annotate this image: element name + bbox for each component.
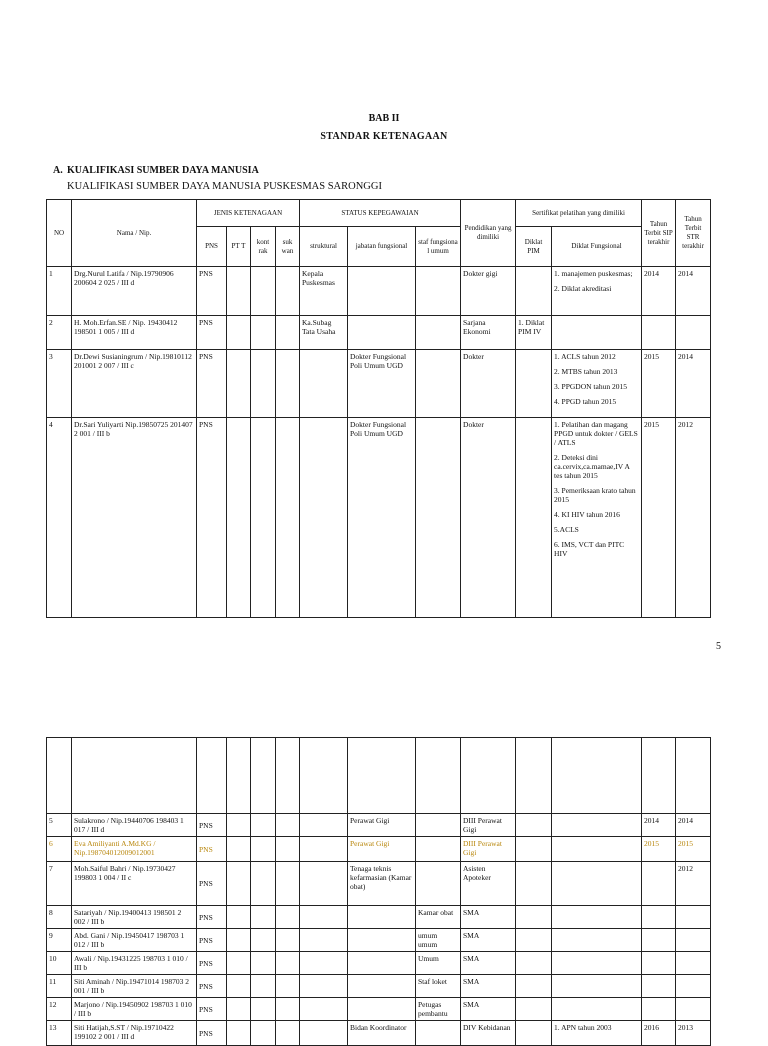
cell-no: 1 [47,267,72,316]
cell-kontrak [251,1021,276,1046]
cell-pns: PNS [197,998,227,1021]
cell-no: 9 [47,929,72,952]
training-item: 6. IMS, VCT dan PITC HIV [554,540,625,558]
cell-struktural [300,975,348,998]
cell-kontrak [251,316,276,350]
cell-str [676,952,711,975]
cell-nama: Dr.Sari Yuliyarti Nip.19850725 201407 2 001 / III b [72,418,197,618]
cell-pendidikan: SMA [461,975,516,998]
cell-str: 2013 [676,1021,711,1046]
table-row [47,1021,711,1046]
cell-staf: umum umum [416,929,461,952]
cell-pendidikan: DIII Perawat Gigi [461,837,516,862]
cell-fungsional [348,975,416,998]
cell-nama: Satariyah / Nip.19400413 198501 2 002 / III b [72,906,197,929]
cell-diklat-pim [516,267,552,316]
cell-struktural [300,1021,348,1046]
cell-str: 2014 [676,814,711,837]
header-ptt: PT T [227,227,251,267]
cell-no: 6 [47,837,72,862]
cell-fungsional [348,952,416,975]
cell-struktural [300,862,348,906]
cell-diklat-pim: 1. Diklat PIM IV [516,316,552,350]
cell-struktural [300,906,348,929]
cell-diklat-fungsional [552,350,642,418]
cell-kontrak [251,929,276,952]
header-str: Tahun Terbit STR terakhir [676,200,711,267]
training-item: 1. ACLS tahun 2012 [554,352,616,361]
training-item: 3. Pemeriksaan krato tahun 2015 [554,486,636,504]
cell-sip: 2016 [642,1021,676,1046]
cell-staf [416,1021,461,1046]
cell-struktural [300,952,348,975]
cell-no: 11 [47,975,72,998]
cell-str: 2014 [676,350,711,418]
header-sip: Tahun Terbit SIP terakhir [642,200,676,267]
cell-kontrak [251,837,276,862]
table-row [47,998,711,1021]
table-row [47,418,711,618]
training-item: 2. MTBS tahun 2013 [554,367,618,376]
cell-diklat-fungsional: 1. APN tahun 2003 [552,1021,642,1046]
cell-no: 5 [47,814,72,837]
cell-fungsional: Perawat Gigi [348,837,416,862]
cell-pendidikan: DIII Perawat Gigi [461,814,516,837]
cell-pns: PNS [197,1021,227,1046]
cell-ptt [227,952,251,975]
training-item: 4. PPGD tahun 2015 [554,397,617,406]
cell-staf [416,350,461,418]
cell-ptt [227,837,251,862]
cell-struktural [300,929,348,952]
cell-kontrak [251,862,276,906]
cell-struktural [300,998,348,1021]
section-heading [53,165,259,176]
cell-diklat-pim [516,862,552,906]
cell-pns: PNS [197,952,227,975]
cell-diklat-fungsional [552,316,642,350]
header-fungsional: jabatan fungsional [348,227,416,267]
cell-kontrak [251,906,276,929]
header-sertifikat: Sertifikat pelatihan yang dimiliki [516,200,642,227]
header-struktural: struktural [300,227,348,267]
staff-table-page-1 [46,199,711,618]
cell-nama: Sulakrono / Nip.19440706 198403 1 017 / III d [72,814,197,837]
cell-diklat-pim [516,814,552,837]
cell-pendidikan: SMA [461,952,516,975]
cell-sukarelawan [276,975,300,998]
cell-fungsional [348,929,416,952]
cell-struktural [300,418,348,618]
header-pns: PNS [197,227,227,267]
training-item: 1. manajemen puskesmas; [554,269,633,278]
cell-ptt [227,1021,251,1046]
cell-diklat-fungsional [552,998,642,1021]
cell-diklat-fungsional [552,267,642,316]
cell-nama: H. Moh.Erfan.SE / Nip. 19430412 198501 1 005 / III d [72,316,197,350]
cell-pendidikan: Sarjana Ekonomi [461,316,516,350]
header-diklat-fungsional: Diklat Fungsional [552,227,642,267]
cell-nama: Siti Aminah / Nip.19471014 198703 2 001 / III b [72,975,197,998]
table-row [47,350,711,418]
cell-no: 2 [47,316,72,350]
cell-pendidikan: Dokter [461,418,516,618]
cell-nama: Marjono / Nip.19450902 198703 1 010 / III b [72,998,197,1021]
cell-ptt [227,975,251,998]
table-row [47,316,711,350]
cell-diklat-pim [516,418,552,618]
cell-struktural [300,350,348,418]
cell-diklat-fungsional [552,929,642,952]
header-no: NO [47,200,72,267]
header-pendidikan: Pendidikan yang dimiliki [461,200,516,267]
cell-staf: Kamar obat [416,906,461,929]
cell-pns: PNS [197,350,227,418]
cell-pendidikan: Asisten Apoteker [461,862,516,906]
section-letter: A. [53,165,63,176]
cell-nama: Drg.Nurul Latifa / Nip.19790906 200604 2 025 / III d [72,267,197,316]
cell-staf: Petugas pembantu [416,998,461,1021]
cell-sukarelawan [276,1021,300,1046]
cell-pendidikan: SMA [461,929,516,952]
section-title: KUALIFIKASI SUMBER DAYA MANUSIA [67,165,259,176]
cell-staf [416,267,461,316]
cell-kontrak [251,418,276,618]
chapter-label: BAB II [368,113,400,124]
cell-no: 8 [47,906,72,929]
cell-sip: 2014 [642,267,676,316]
cell-ptt [227,906,251,929]
cell-fungsional [348,267,416,316]
cell-diklat-fungsional [552,814,642,837]
cell-staf: Umum [416,952,461,975]
cell-no: 10 [47,952,72,975]
cell-pendidikan: SMA [461,906,516,929]
cell-str: 2012 [676,862,711,906]
cell-str [676,975,711,998]
cell-pns: PNS [197,837,227,862]
table-row [47,837,711,862]
cell-diklat-fungsional [552,975,642,998]
cell-ptt [227,929,251,952]
cell-sukarelawan [276,862,300,906]
cell-sukarelawan [276,814,300,837]
cell-no: 12 [47,998,72,1021]
cell-diklat-pim [516,952,552,975]
cell-struktural [300,814,348,837]
header-sukarelawan: suk wan [276,227,300,267]
cell-sip [642,975,676,998]
cell-diklat-pim [516,929,552,952]
cell-fungsional: Perawat Gigi [348,814,416,837]
cell-diklat-fungsional [552,418,642,618]
staff-table-page-2 [46,737,711,1046]
cell-no: 3 [47,350,72,418]
training-item: 1. Pelatihan dan magang PPGD untuk dokter / GELS / ATLS [554,420,638,447]
training-item: 4. KI HIV tahun 2016 [554,510,620,519]
header-nama: Nama / Nip. [72,200,197,267]
table-subtitle: KUALIFIKASI SUMBER DAYA MANUSIA PUSKESMAS SARONGGI [67,181,382,192]
cell-fungsional: Bidan Koordinator [348,1021,416,1046]
cell-staf: Staf loket [416,975,461,998]
cell-diklat-fungsional [552,952,642,975]
cell-struktural: Ka.Subag Tata Usaha [300,316,348,350]
cell-pendidikan: Dokter gigi [461,267,516,316]
cell-str [676,316,711,350]
cell-pendidikan: Dokter [461,350,516,418]
cell-sip [642,998,676,1021]
table-row [47,267,711,316]
cell-ptt [227,418,251,618]
cell-ptt [227,316,251,350]
table-row [47,814,711,837]
header-status: STATUS KEPEGAWAIAN [300,200,461,227]
table-header-spacer [47,738,711,814]
cell-pns: PNS [197,814,227,837]
cell-ptt [227,814,251,837]
cell-sukarelawan [276,952,300,975]
cell-sip [642,929,676,952]
cell-diklat-pim [516,998,552,1021]
training-item: 2. Deteksi dini ca.cervix,ca.mamae,IV A tes tahun 2015 [554,453,630,480]
cell-pns: PNS [197,267,227,316]
header-kontrak: kont rak [251,227,276,267]
cell-str [676,906,711,929]
cell-kontrak [251,975,276,998]
cell-pns: PNS [197,975,227,998]
cell-sip [642,952,676,975]
cell-nama: Abd. Gani / Nip.19450417 198703 1 012 / III b [72,929,197,952]
cell-str: 2015 [676,837,711,862]
cell-kontrak [251,998,276,1021]
cell-nama: Awali / Nip.19431225 198703 1 010 / III b [72,952,197,975]
cell-sip [642,316,676,350]
header-jenis: JENIS KETENAGAAN [197,200,300,227]
cell-diklat-fungsional [552,837,642,862]
cell-sip [642,862,676,906]
cell-str: 2014 [676,267,711,316]
cell-no: 4 [47,418,72,618]
cell-sip: 2015 [642,837,676,862]
cell-diklat-pim [516,837,552,862]
cell-fungsional [348,316,416,350]
cell-sukarelawan [276,350,300,418]
cell-struktural [300,837,348,862]
page-number: 5 [716,641,721,652]
chapter-title: STANDAR KETENAGAAN [320,131,448,142]
cell-staf [416,862,461,906]
cell-no: 7 [47,862,72,906]
cell-kontrak [251,952,276,975]
cell-staf [416,837,461,862]
cell-ptt [227,998,251,1021]
cell-kontrak [251,814,276,837]
cell-ptt [227,267,251,316]
training-item: 5.ACLS [554,525,579,534]
table-row [47,975,711,998]
cell-kontrak [251,350,276,418]
cell-str [676,929,711,952]
training-item: 2. Diklat akreditasi [554,284,612,293]
cell-fungsional [348,998,416,1021]
cell-sip: 2015 [642,418,676,618]
table-row [47,906,711,929]
header-diklat-pim: Diklat PIM [516,227,552,267]
cell-sukarelawan [276,929,300,952]
cell-pendidikan: SMA [461,998,516,1021]
cell-fungsional: Dokter Fungsional Poli Umum UGD [348,418,416,618]
cell-pns: PNS [197,316,227,350]
cell-pns: PNS [197,418,227,618]
cell-fungsional: Tenaga teknis kefarmasian (Kamar obat) [348,862,416,906]
training-item: 3. PPGDON tahun 2015 [554,382,627,391]
cell-no: 13 [47,1021,72,1046]
cell-staf [416,418,461,618]
cell-sukarelawan [276,267,300,316]
cell-nama: Moh.Saiful Bahri / Nip.19730427 199803 1 004 / II c [72,862,197,906]
cell-diklat-pim [516,1021,552,1046]
cell-sip: 2014 [642,814,676,837]
cell-struktural: Kepala Puskesmas [300,267,348,316]
cell-sukarelawan [276,998,300,1021]
cell-diklat-pim [516,350,552,418]
cell-diklat-pim [516,906,552,929]
cell-pns: PNS [197,862,227,906]
cell-pns: PNS [197,929,227,952]
table-row [47,929,711,952]
cell-str [676,998,711,1021]
cell-diklat-fungsional [552,906,642,929]
table-row [47,952,711,975]
cell-fungsional [348,906,416,929]
cell-nama: Siti Hatijah,S.ST / Nip.19710422 199102 2 001 / III d [72,1021,197,1046]
table-row [47,862,711,906]
cell-sukarelawan [276,906,300,929]
cell-sip [642,906,676,929]
cell-diklat-fungsional [552,862,642,906]
cell-staf [416,316,461,350]
cell-str: 2012 [676,418,711,618]
cell-sukarelawan [276,316,300,350]
cell-ptt [227,862,251,906]
cell-ptt [227,350,251,418]
cell-nama: Eva Amiliyanti A.Md.KG / Nip.198704012009012001 [72,837,197,862]
cell-nama: Dr.Dewi Susianingrum / Nip.19810112 201001 2 007 / III c [72,350,197,418]
cell-sukarelawan [276,837,300,862]
cell-kontrak [251,267,276,316]
cell-pns: PNS [197,906,227,929]
cell-staf [416,814,461,837]
cell-pendidikan: DIV Kebidanan [461,1021,516,1046]
cell-fungsional: Dokter Fungsional Poli Umum UGD [348,350,416,418]
cell-diklat-pim [516,975,552,998]
cell-sip: 2015 [642,350,676,418]
cell-sukarelawan [276,418,300,618]
header-staf: staf fungsiona l umum [416,227,461,267]
